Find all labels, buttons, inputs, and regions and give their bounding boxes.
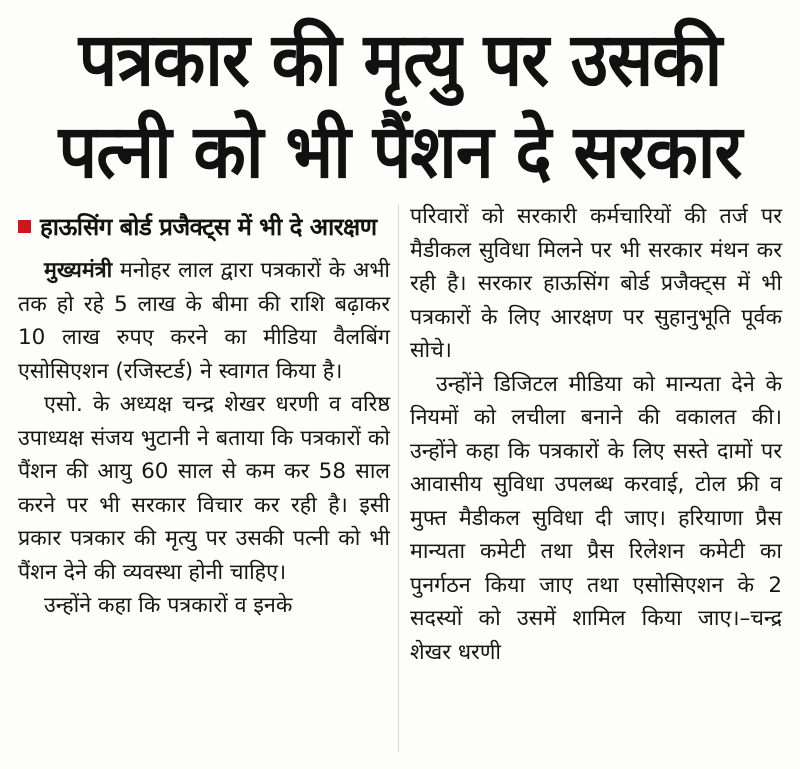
right-column	[410, 200, 782, 669]
paragraph-1-text: मनोहर लाल द्वारा पत्रकारों के अभी तक हो रहे 5 लाख के बीमा की राशि बढ़ाकर 10 लाख रुपए करने का मीडिया वैलबिंग एसोसिएशन (रजिस्टर्ड) ने स्वागत किया है।	[18, 258, 390, 384]
article-paragraph-1	[18, 254, 390, 388]
headline-line-1: पत्रकार की मृत्यु पर उसकी	[78, 17, 722, 103]
red-square-bullet-icon	[18, 220, 31, 233]
headline	[14, 14, 786, 198]
article-paragraph-3: उन्होंने कहा कि पत्रकारों व इनके	[44, 593, 293, 618]
headline-line-2: पत्नी को भी पैंशन दे सरकार	[58, 109, 742, 195]
article-paragraph-4: परिवारों को सरकारी कर्मचारियों की तर्ज पर मैडीकल सुविधा मिलने पर भी सरकार मंथन कर रही है। सरकार हाऊसिंग बोर्ड प्रजैक्ट्स में भी पत्रकारों के लिए आरक्षण पर सुहानुभूति पूर्वक सोचे।	[410, 204, 782, 363]
lead-word: मुख्यमंत्री	[44, 258, 113, 283]
article-paragraph-2: एसो. के अध्यक्ष चन्द्र शेखर धरणी व वरिष्ठ उपाध्यक्ष संजय भुटानी ने बताया कि पत्रकारों को पैंशन की आयु 60 साल से कम कर 58 साल करने पर भी सरकार विचार कर रही है। इसी प्रकार पत्रकार की मृत्यु पर उसकी पत्नी को भी पैंशन देने की व्यवस्था होनी चाहिए।	[18, 392, 390, 585]
column-divider	[398, 204, 399, 752]
subheading	[18, 204, 390, 248]
article-paragraph-5: उन्होंने डिजिटल मीडिया को मान्यता देने के नियमों को लचीला बनाने की वकालत की। उन्होंने कहा कि पत्रकारों के लिए सस्ते दामों पर आवासीय सुविधा उपलब्ध करवाई, टोल फ्री व मुफ्त मैडीकल सुविधा दी जाए। हरियाणा प्रैस मान्यता कमेटी तथा प्रैस रिलेशन कमेटी का पुनर्गठन किया जाए तथा एसोसिएशन के 2 सदस्यों को उसमें शामिल किया जाए।–चन्द्र शेखर धरणी	[410, 371, 782, 665]
subheading-text: हाऊसिंग बोर्ड प्रजैक्ट्स में भी दे आरक्षण	[40, 212, 377, 241]
left-column	[18, 204, 390, 623]
